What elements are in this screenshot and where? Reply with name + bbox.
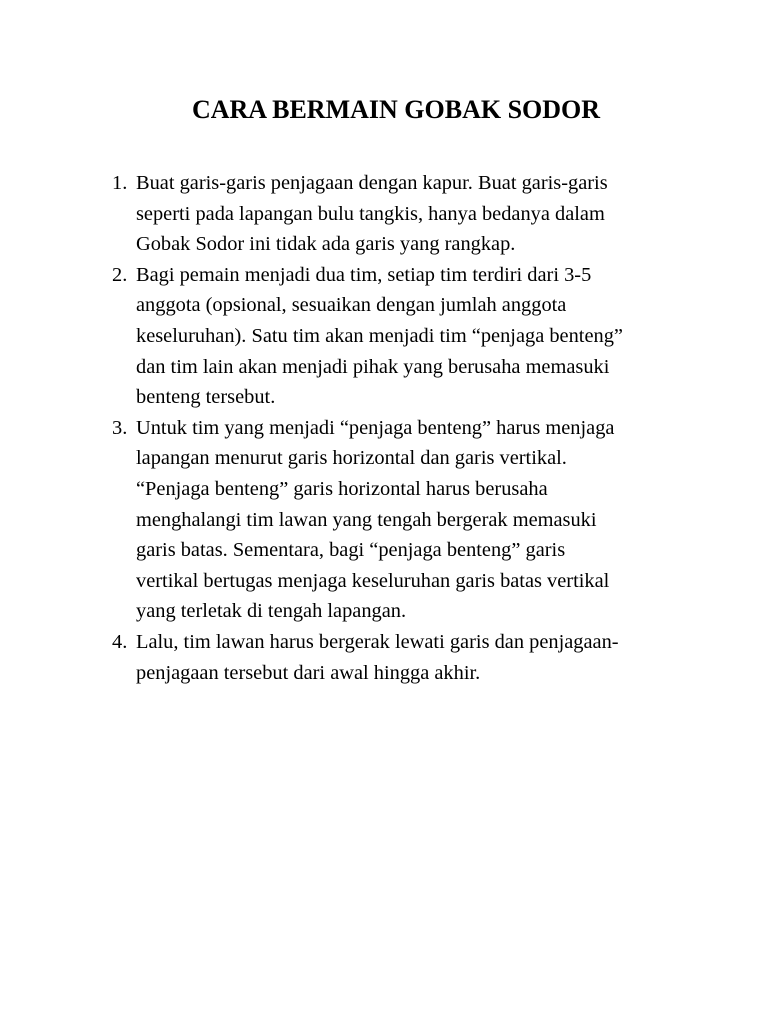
step-number: 4. (112, 630, 128, 653)
step-line: seperti pada lapangan bulu tangkis, hanya bedanya dalam (136, 202, 605, 225)
step-line: garis batas. Sementara, bagi “penjaga benteng” garis (136, 539, 566, 562)
step-line: Bagi pemain menjadi dua tim, setiap tim terdiri dari 3-5 (136, 263, 592, 286)
step-line: Gobak Sodor ini tidak ada garis yang rangkap. (136, 233, 516, 256)
steps-list (112, 168, 674, 688)
document-title: CARA BERMAIN GOBAK SODOR (191, 95, 601, 124)
step-number: 1. (112, 172, 128, 194)
step-line: anggota (opsional, sesuaikan dengan jumlah anggota (136, 294, 567, 317)
step-line: lapangan menurut garis horizontal dan garis vertikal. (136, 447, 567, 470)
step-line: keseluruhan). Satu tim akan menjadi tim “penjaga benteng” (136, 324, 623, 347)
step-line: penjagaan tersebut dari awal hingga akhir. (136, 661, 481, 684)
step-number: 3. (112, 416, 128, 439)
step-line: vertikal bertugas menjaga keseluruhan garis batas vertikal (136, 569, 610, 592)
step-line: Untuk tim yang menjadi “penjaga benteng” harus menjaga (136, 416, 615, 439)
step-line: Buat garis-garis penjagaan dengan kapur. Buat garis-garis (136, 172, 608, 194)
step-line: “Penjaga benteng” garis horizontal harus berusaha (136, 477, 548, 500)
step-line: benteng tersebut. (136, 386, 276, 409)
step-line: dan tim lain akan menjadi pihak yang berusaha memasuki (136, 355, 610, 378)
step-item (112, 260, 674, 413)
step-item (112, 413, 674, 627)
step-item (112, 627, 674, 688)
step-number: 2. (112, 263, 128, 286)
step-line: Lalu, tim lawan harus bergerak lewati garis dan penjagaan- (136, 630, 619, 653)
step-line: yang terletak di tengah lapangan. (136, 600, 407, 623)
step-line: menghalangi tim lawan yang tengah bergerak memasuki (136, 508, 597, 531)
step-item (112, 168, 674, 260)
